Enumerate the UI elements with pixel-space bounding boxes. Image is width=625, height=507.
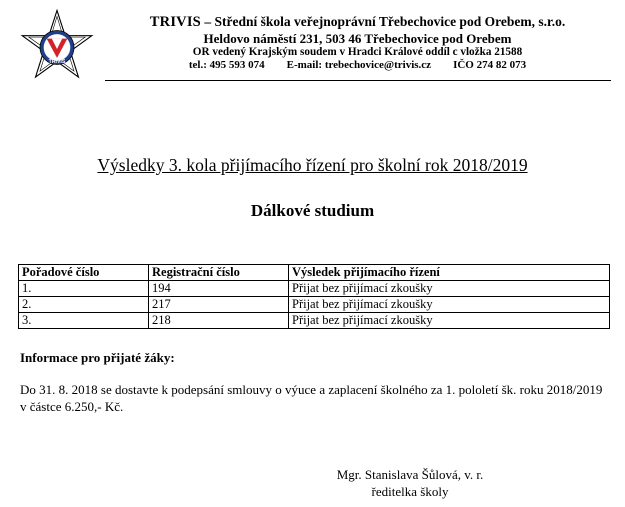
signature-role: ředitelka školy (371, 484, 449, 499)
info-heading: Informace pro přijaté žáky: (20, 350, 175, 365)
logo-text: TRIVIS (48, 59, 66, 66)
results-table (18, 264, 610, 329)
school-logo-icon (20, 9, 94, 83)
contact-line (105, 59, 610, 72)
ico: IČO 274 82 073 (453, 59, 527, 71)
cell-order: 2. (19, 297, 149, 313)
page-subtitle: Dálkové studium (250, 201, 375, 220)
table-header-row (19, 265, 610, 281)
brand-name: TRIVIS (149, 14, 201, 30)
register-info: OR vedený Krajským soudem v Hradci Králové oddíl c vložka 21588 (192, 46, 523, 58)
cell-registration: 194 (149, 281, 289, 297)
cell-result: Přijat bez přijímací zkoušky (289, 281, 610, 297)
cell-result: Přijat bez přijímací zkoušky (289, 297, 610, 313)
cell-order: 1. (19, 281, 149, 297)
page-title: Výsledky 3. kola přijímacího řízení pro školní rok 2018/2019 (97, 155, 528, 175)
cell-order: 3. (19, 313, 149, 329)
column-header-result: Výsledek přijímacího řízení (289, 265, 610, 281)
info-body: Do 31. 8. 2018 se dostavte k podepsání smlouvy o výuce a zaplacení školného za 1. pololetí šk. roku 2018/2019 v částce 6.250,- Kč. (20, 382, 603, 414)
header-divider (105, 80, 611, 81)
cell-registration: 218 (149, 313, 289, 329)
column-header-order: Pořadové číslo (19, 265, 149, 281)
cell-registration: 217 (149, 297, 289, 313)
signature-name: Mgr. Stanislava Šůlová, v. r. (336, 467, 484, 482)
table-row (19, 297, 610, 313)
column-header-registration: Registrační číslo (149, 265, 289, 281)
email: E-mail: trebechovice@trivis.cz (286, 59, 432, 71)
signature-block (300, 466, 520, 500)
cell-result: Přijat bez přijímací zkoušky (289, 313, 610, 329)
table-row (19, 313, 610, 329)
phone: tel.: 495 593 074 (188, 59, 265, 71)
school-address: Heldovo náměstí 231, 503 46 Třebechovice pod Orebem (203, 31, 512, 46)
letterhead (105, 13, 610, 72)
table-row (19, 281, 610, 297)
letterhead-line-1 (105, 13, 610, 31)
school-name: – Střední škola veřejnoprávní Třebechovice pod Orebem, s.r.o. (200, 14, 566, 29)
